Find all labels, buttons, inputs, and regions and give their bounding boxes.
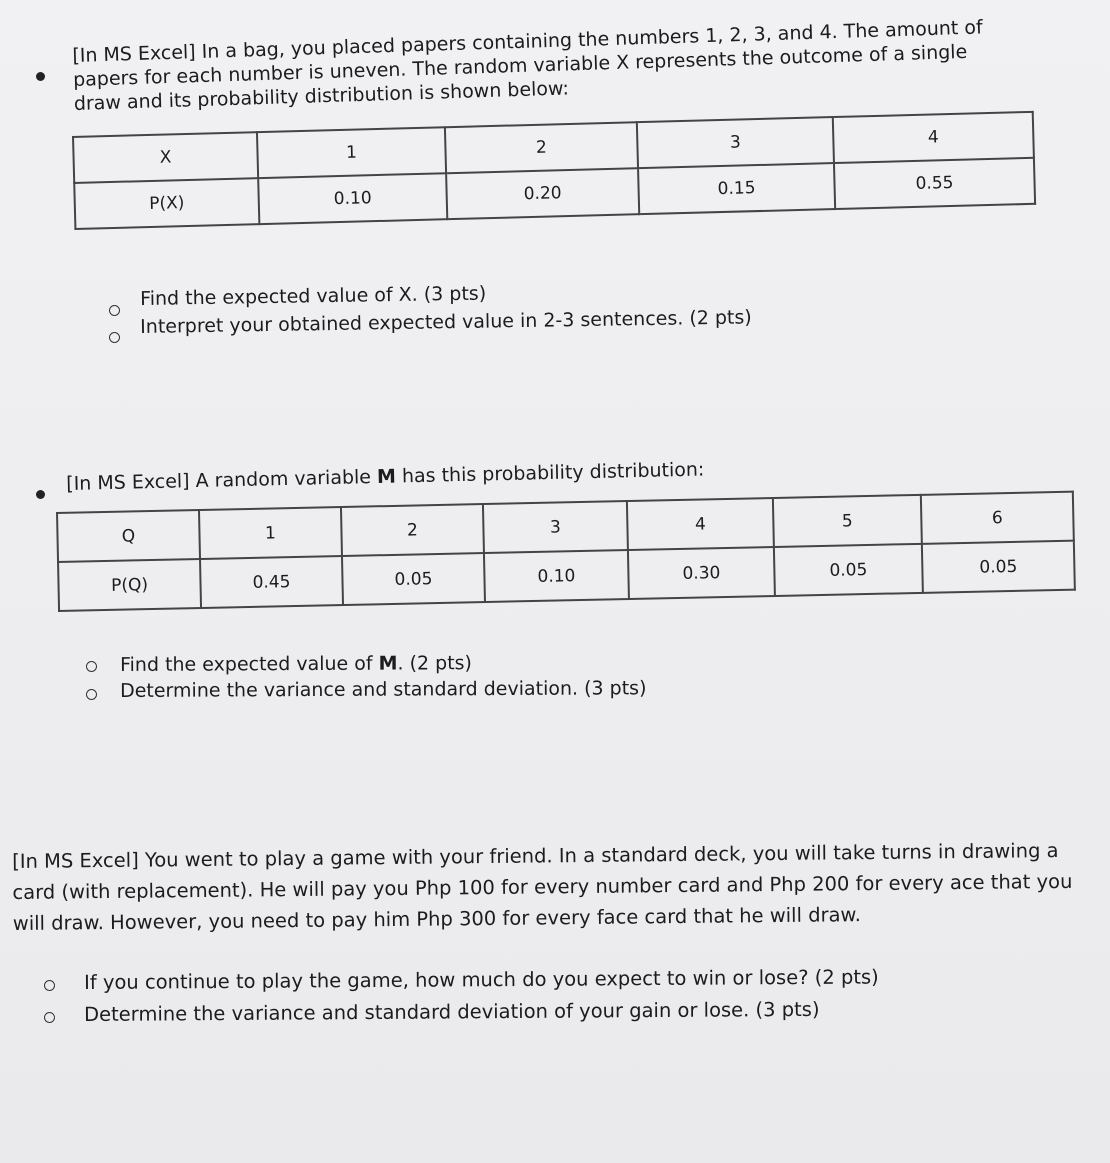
- sub-bullet: [44, 980, 55, 991]
- bullet-2: [36, 490, 45, 499]
- problem-2-text-suffix: has this probability distribution:: [395, 458, 705, 488]
- probability-cell: 0.55: [834, 158, 1035, 209]
- value-cell: 5: [773, 495, 922, 547]
- problem-2-task-1-prefix: Find the expected value of: [120, 652, 379, 676]
- problem-3-task-2: Determine the variance and standard deviation of your gain or lose. (3 pts): [84, 997, 820, 1026]
- value-cell: 4: [833, 112, 1034, 163]
- distribution-table-m: [56, 491, 1076, 612]
- probability-cell: 0.20: [446, 168, 639, 219]
- value-cell: 2: [341, 504, 484, 556]
- probability-cell: 0.30: [628, 547, 775, 599]
- problem-2-task-1-variable: M: [378, 652, 398, 675]
- sub-bullet: [86, 689, 97, 700]
- probability-cell: 0.15: [638, 163, 835, 214]
- problem-1-text: [In MS Excel] In a bag, you placed papers containing the numbers 1, 2, 3, and 4. The amount of papers for each number is uneven. The random variable X represents the outcome of a single draw and its probability distribution is shown below:: [72, 16, 983, 115]
- value-cell: 6: [921, 492, 1074, 544]
- value-cell: 4: [627, 498, 774, 550]
- problem-2-task-2: Determine the variance and standard deviation. (3 pts): [120, 677, 647, 702]
- problem-2-task-1-suffix: . (2 pts): [397, 652, 473, 675]
- bullet-1: [36, 72, 45, 81]
- problem-1-task-1: Find the expected value of X. (3 pts): [140, 282, 487, 310]
- row-label-q: Q: [57, 510, 200, 562]
- problem-2-task-1: [120, 650, 472, 678]
- problem-3-task-1: If you continue to play the game, how much do you expect to win or lose? (2 pts): [84, 965, 879, 994]
- value-cell: 1: [199, 507, 342, 559]
- sub-bullet: [109, 305, 120, 316]
- probability-cell: 0.05: [774, 544, 923, 596]
- value-cell: 3: [483, 501, 628, 553]
- sub-bullet: [86, 661, 97, 672]
- sub-bullet: [44, 1012, 55, 1023]
- row-label-x: X: [73, 132, 258, 183]
- problem-3-text: [In MS Excel] You went to play a game with your friend. In a standard deck, you will take turns in drawing a card (with replacement). He will pay you Php 100 for every number card and Php 200 for every ace that you will draw. However, you need to pay him Php 300 for every face card that he will draw.: [12, 839, 1073, 935]
- problem-2-text: [66, 454, 866, 496]
- sub-bullet: [109, 332, 120, 343]
- probability-cell: 0.05: [342, 553, 485, 605]
- value-cell: 2: [445, 122, 638, 173]
- problem-2-text-prefix: [In MS Excel] A random variable: [66, 465, 378, 495]
- row-label-px: P(X): [74, 178, 259, 229]
- distribution-table-x: [72, 111, 1036, 230]
- value-cell: 3: [637, 117, 834, 168]
- probability-cell: 0.10: [258, 173, 447, 224]
- problem-1-task-2: Interpret your obtained expected value in 2-3 sentences. (2 pts): [140, 306, 752, 338]
- probability-cell: 0.10: [484, 550, 629, 602]
- value-cell: 1: [257, 127, 446, 178]
- probability-cell: 0.45: [200, 556, 343, 608]
- probability-cell: 0.05: [922, 541, 1075, 593]
- problem-2-variable: M: [376, 465, 397, 488]
- row-label-pq: P(Q): [58, 559, 201, 611]
